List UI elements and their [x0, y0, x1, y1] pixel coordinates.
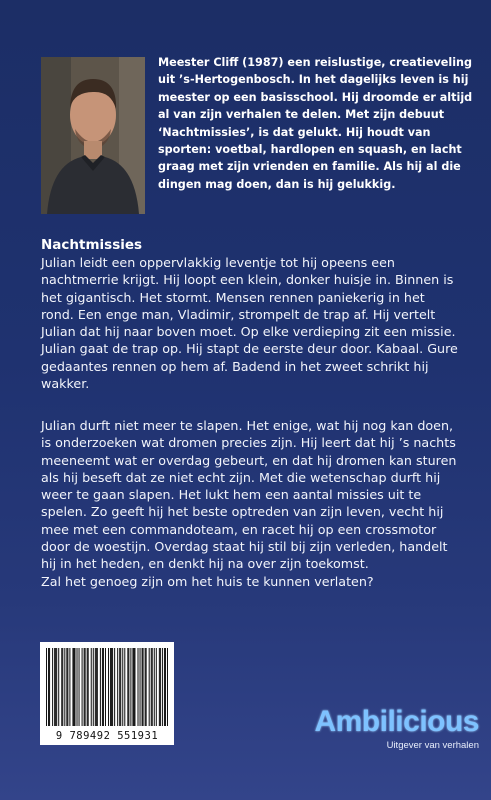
barcode-bar [46, 648, 47, 726]
barcode-bar [74, 648, 75, 726]
barcode-bar [142, 648, 143, 726]
publisher-tagline: Uitgever van verhalen [386, 740, 479, 751]
barcode-bar [88, 648, 89, 726]
barcode-bar [61, 648, 62, 726]
barcode-bar [164, 648, 165, 726]
barcode-bar [69, 648, 70, 726]
barcode-bar [140, 648, 141, 726]
barcode-bar [165, 648, 166, 726]
barcode-bar [127, 648, 128, 726]
barcode-bar [54, 648, 55, 726]
book-title: Nachtmissies [41, 237, 143, 253]
barcode-bar [119, 648, 120, 726]
barcode-bar [52, 648, 53, 726]
barcode-bar [91, 648, 92, 726]
barcode-bar [160, 648, 161, 726]
barcode-bar [84, 648, 85, 726]
publisher-logo: Ambilicious [314, 705, 479, 738]
barcode-bar [103, 648, 104, 726]
barcode-bar [108, 648, 109, 726]
barcode-bar [120, 648, 121, 726]
barcode-bar [72, 648, 73, 726]
barcode-bar [56, 648, 57, 726]
barcode-bar [114, 648, 115, 726]
barcode-bar [93, 648, 94, 726]
barcode-bar [134, 648, 135, 726]
synopsis-closing-question: Zal het genoeg zijn om het huis te kunnen verlaten? [41, 573, 374, 589]
author-photo [41, 57, 145, 214]
barcode-bar [67, 648, 68, 726]
barcode-bar [95, 648, 96, 726]
barcode-bar [87, 648, 88, 726]
barcode-bar [100, 648, 101, 726]
isbn-barcode [40, 642, 174, 745]
barcode-bars [46, 648, 168, 726]
barcode-bar [97, 648, 98, 726]
barcode-bar [79, 648, 80, 726]
barcode-bar [124, 648, 125, 726]
barcode-bar [128, 648, 129, 726]
barcode-bar [159, 648, 160, 726]
barcode-bar [66, 648, 67, 726]
barcode-bar [49, 648, 50, 726]
barcode-bar [149, 648, 150, 726]
barcode-bar [105, 648, 106, 726]
barcode-bar [162, 648, 163, 726]
barcode-bar [73, 648, 74, 726]
isbn-digits: 9 789492 551931 [55, 730, 159, 742]
synopsis-paragraph-2: Julian durft niet meer te slapen. Het enige, wat hij nog kan doen, is onderzoeken wat dromen precies zijn. Hij leert dat hij ’s nachts meeneemt wat er overdag gebeurt, en dat hij dromen kan sturen als hij beseft dat ze niet echt zijn. Met die wetenschap durft hij weer te gaan slapen. Het lukt hem een aantal missies uit te spelen. Zo geeft hij het beste optreden van zijn leven, vecht hij mee met een commandoteam, en racet hij op een crossmotor door de woestijn. Overdag staat hij stil bij zijn verleden, handelt hij in het heden, en denkt hij na over zijn toekomst. [41, 418, 457, 572]
barcode-bar [102, 648, 103, 726]
barcode-bar [154, 648, 155, 726]
barcode-bar [112, 648, 113, 726]
barcode-bar [143, 648, 144, 726]
barcode-bar [122, 648, 123, 726]
synopsis-paragraph-1: Julian leidt een oppervlakkig leventje tot hij opeens een nachtmerrie krijgt. Hij loopt een klein, donker huisje in. Binnen is het gigantisch. Het stormt. Mensen rennen paniekerig in het rond. Een enge man, Vladimir, strompelt de trap af. Hij vertelt Julian dat hij naar boven moet. Op elke verdieping zit een missie. Julian gaat de trap op. Hij stapt de eerste deur door. Kabaal. Gure gedaantes rennen op hem af. Badend in het zweet schrikt hij wakker. [41, 255, 458, 392]
barcode-bar [48, 648, 49, 726]
barcode-bar [132, 648, 133, 726]
barcode-bar [82, 648, 83, 726]
barcode-bar [64, 648, 65, 726]
barcode-bar [77, 648, 78, 726]
barcode-bar [58, 648, 59, 726]
author-bio: Meester Cliff (1987) een reislustige, creatieveling uit ’s-Hertogenbosch. In het dagelijks leven is hij meester op een basisschool. Hij droomde er altijd al van zijn verhalen te delen. Met zijn debuut ‘Nachtmissies’, is dat gelukt. Hij houdt van sporten: voetbal, hardlopen en squash, en lacht graag met zijn vrienden en familie. Als hij al die dingen mag doen, dan is hij gelukkig. [158, 56, 473, 191]
barcode-bar [55, 648, 56, 726]
barcode-bar [138, 648, 139, 726]
synopsis-block-2 [41, 417, 461, 590]
barcode-bar [146, 648, 147, 726]
barcode-bar [145, 648, 146, 726]
barcode-bar [152, 648, 153, 726]
barcode-bar [167, 648, 168, 726]
barcode-bar [130, 648, 131, 726]
barcode-bar [85, 648, 86, 726]
barcode-bar [156, 648, 157, 726]
author-portrait-illustration [41, 57, 145, 214]
barcode-bar [62, 648, 63, 726]
barcode-bar [151, 648, 152, 726]
barcode-bar [111, 648, 112, 726]
barcode-bar [133, 648, 134, 726]
barcode-bar [110, 648, 111, 726]
barcode-bar [96, 648, 97, 726]
barcode-bar [117, 648, 118, 726]
